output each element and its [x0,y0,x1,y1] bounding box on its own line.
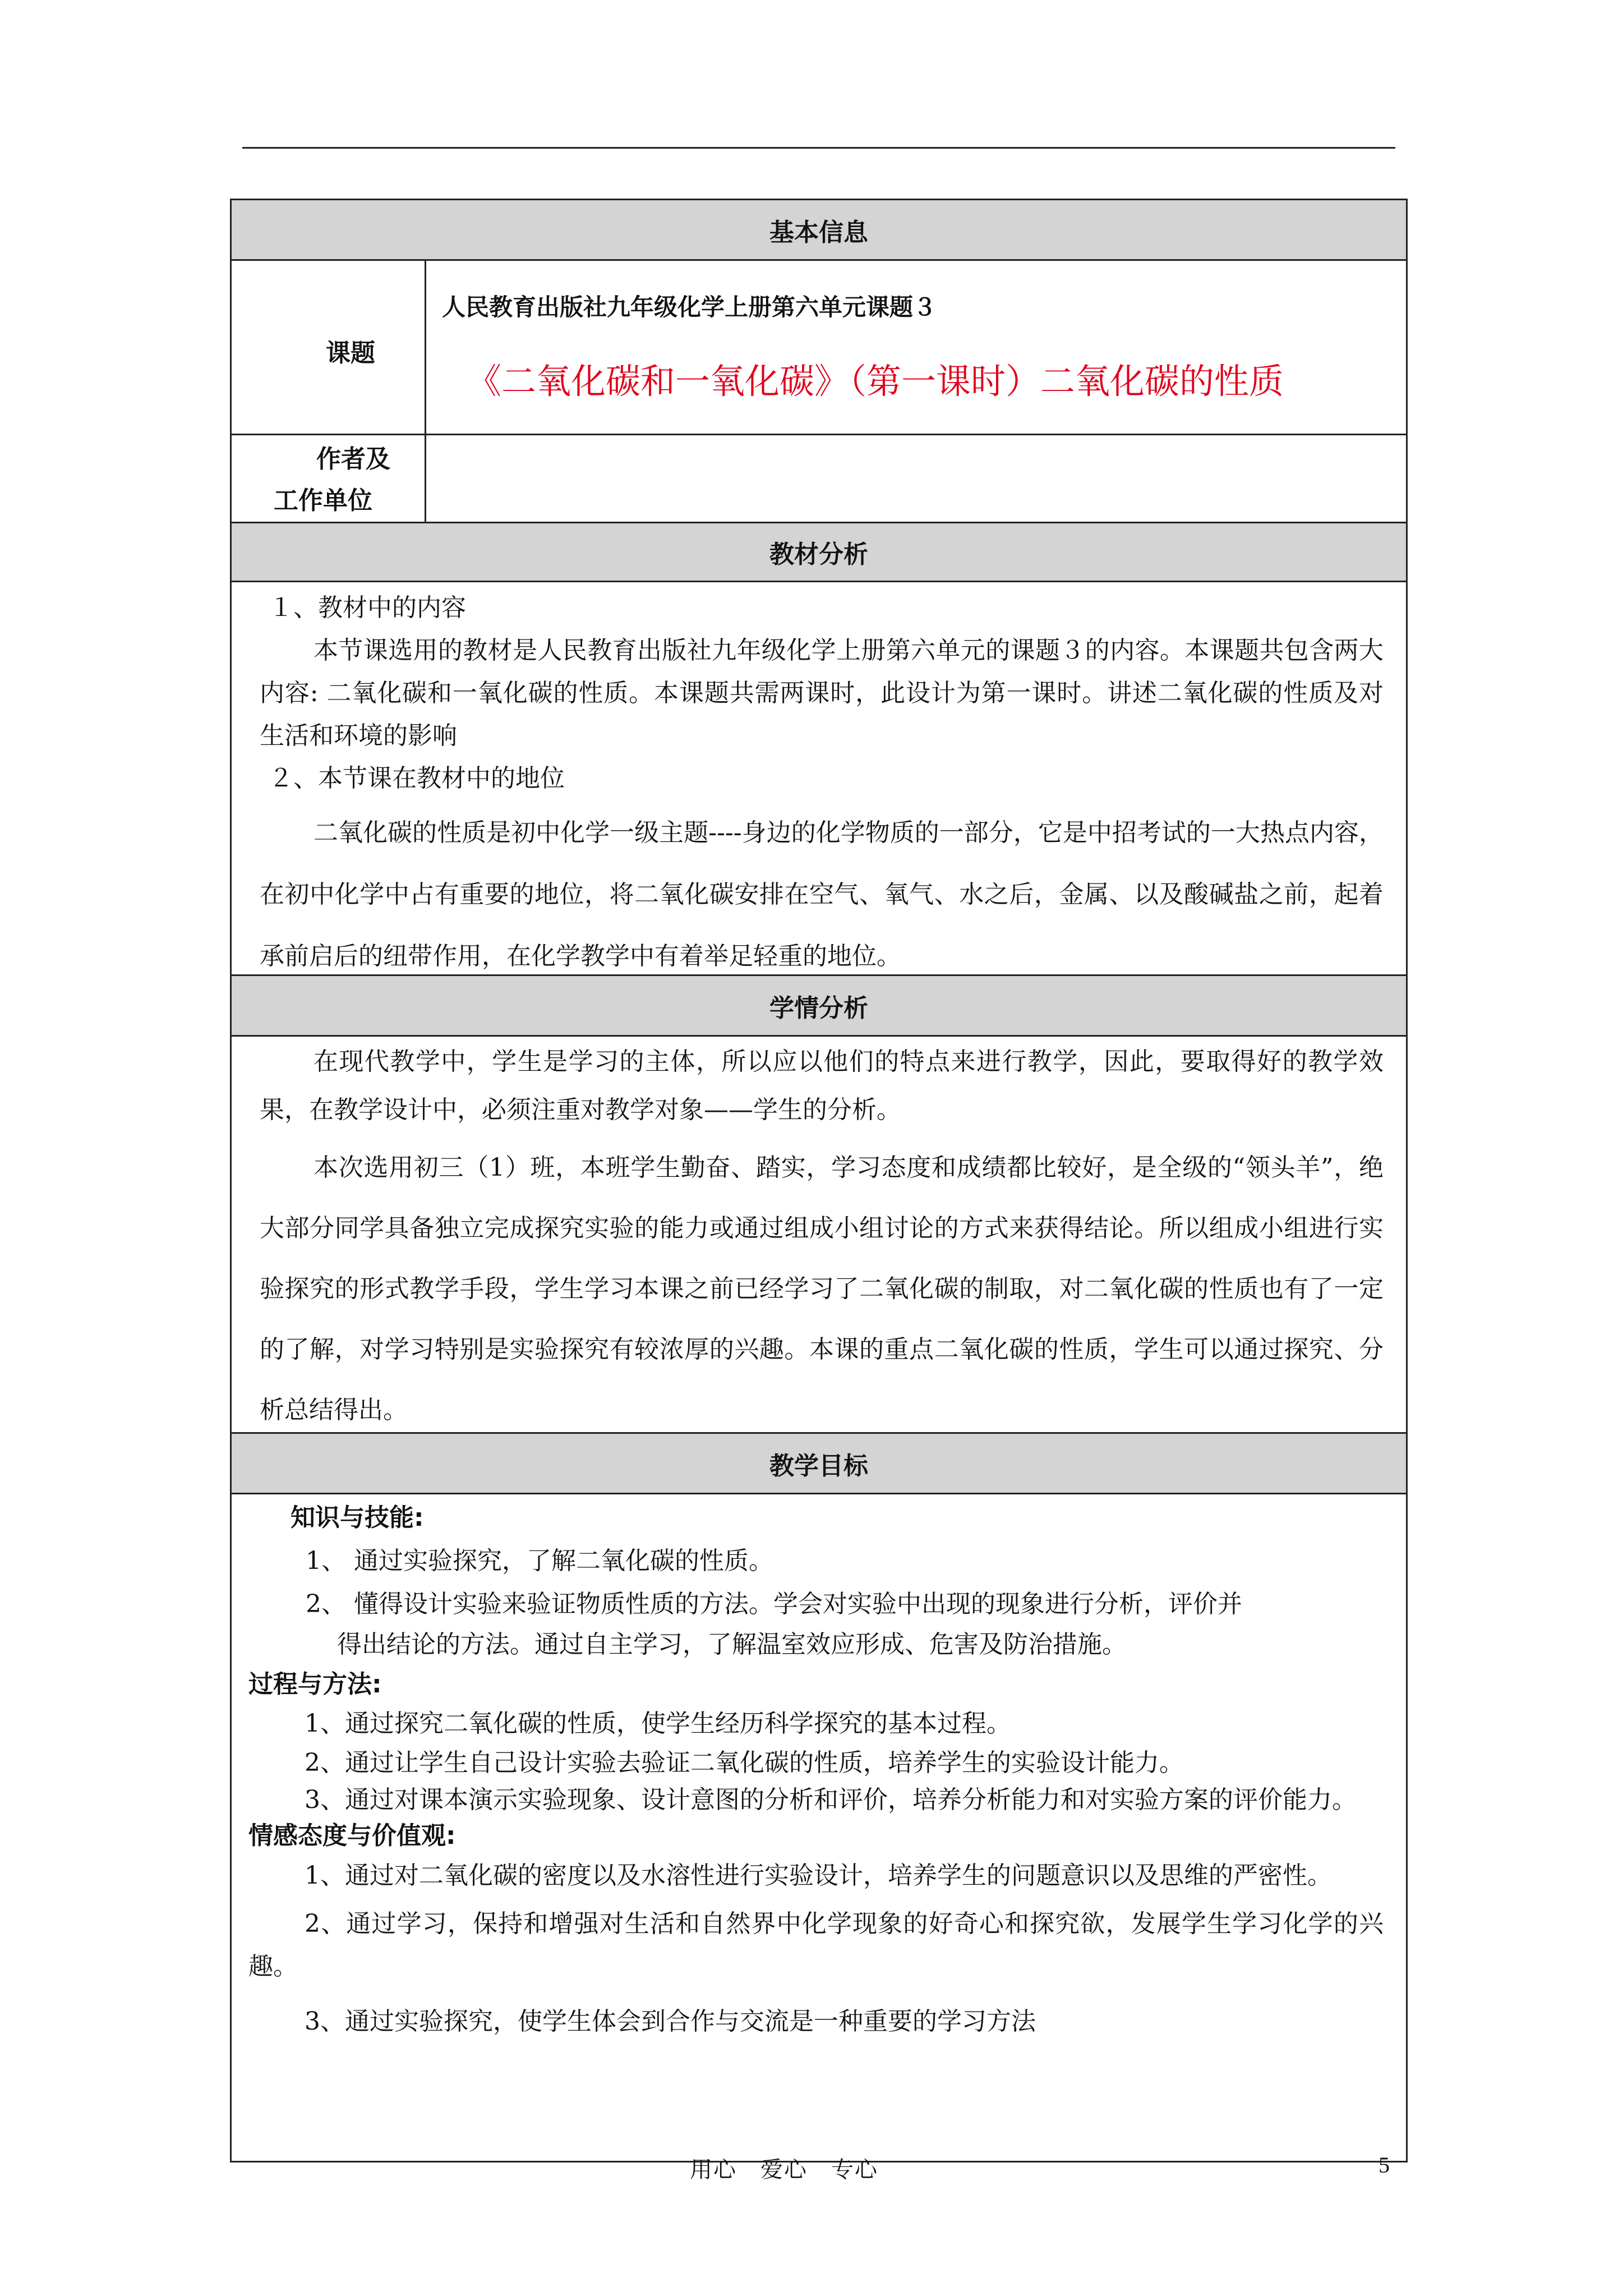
goals-process-title: 过程与方法: [248,1670,382,1699]
material-heading-1: １、教材中的内容 [269,593,466,622]
goals-process-item-3: 3、通过对课本演示实验现象、设计意图的分析和评价，培养分析能力和对实验方案的评价能力。 [305,1786,1357,1814]
footer-motto: 用心 爱心 专心 [690,2157,878,2183]
material-body [232,582,1406,976]
goals-knowledge-item-2b: 得出结论的方法。通过自主学习，了解温室效应形成、危害及防治措施。 [337,1630,1127,1659]
author-value-cell [426,435,1406,522]
goals-knowledge-item-2a: 2、 懂得设计实验来验证物质性质的方法。学会对实验中出现的现象进行分析，评价并 [306,1590,1242,1618]
section-header-learner: 学情分析 [232,976,1406,1037]
goals-knowledge-item-1: 1、 通过实验探究，了解二氧化碳的性质。 [306,1547,773,1575]
material-paragraph-2: 二氧化碳的性质是初中化学一级主题----身边的化学物质的一部分，它是中招考试的一大热点内容，在初中化学中占有重要的地位，将二氧化碳安排在空气、氧气、水之后，金属、以及酸碱盐之前，起着承前启后的纽带作用，在化学教学中有着举足轻重的地位。 [260,818,1384,970]
section-header-basic-info: 基本信息 [232,200,1406,261]
material-heading-2: ２、本节课在教材中的地位 [269,764,565,793]
lesson-title: 《二氧化碳和一氧化碳》（第一课时）二氧化碳的性质 [467,361,1284,402]
goals-emotion-title: 情感态度与价值观: [248,1821,456,1850]
learner-paragraph-1: 在现代教学中，学生是学习的主体，所以应以他们的特点来进行教学，因此，要取得好的教学效果，在教学设计中，必须注重对教学对象——学生的分析。 [260,1047,1384,1124]
section-header-material: 教材分析 [232,522,1406,582]
learner-body [232,1037,1406,1434]
goals-body [232,1494,1406,2161]
header-rule [242,147,1395,149]
goals-process-item-1: 1、通过探究二氧化碳的性质，使学生经历科学探究的基本过程。 [305,1709,1011,1738]
author-row [232,435,1406,522]
goals-emotion-item-2: 2、通过学习，保持和增强对生活和自然界中化学现象的好奇心和探究欲，发展学生学习化学的兴趣。 [248,1910,1384,1981]
section-header-goals: 教学目标 [232,1434,1406,1494]
goals-process-item-2: 2、通过让学生自己设计实验去验证二氧化碳的性质，培养学生的实验设计能力。 [305,1749,1184,1777]
topic-value-cell [426,261,1406,434]
author-label-cell [232,435,426,522]
topic-source-line: 人民教育出版社九年级化学上册第六单元课题３ [442,293,937,321]
author-label-line1: 作者及 [316,445,390,473]
topic-label-cell [232,261,426,434]
goals-knowledge-title: 知识与技能: [291,1503,424,1532]
learner-paragraph-2: 本次选用初三（1）班，本班学生勤奋、踏实，学习态度和成绩都比较好，是全级的“领头羊”，绝大部分同学具备独立完成探究实验的能力或通过组成小组讨论的方式来获得结论。所以组成小组进行实验探究的形式教学手段，学生学习本课之前已经学习了二氧化碳的制取，对二氧化碳的性质也有了一定的了解，对学习特别是实验探究有较浓厚的兴趣。本课的重点二氧化碳的性质，学生可以通过探究、分析总结得出。 [260,1153,1384,1424]
goals-emotion-item-1: 1、通过对二氧化碳的密度以及水溶性进行实验设计，培养学生的问题意识以及思维的严密性。 [305,1861,1332,1890]
goals-emotion-item-3: 3、通过实验探究，使学生体会到合作与交流是一种重要的学习方法 [305,2007,1036,2036]
topic-label: 课题 [326,339,375,367]
page-footer [0,2152,1623,2185]
page-number: 5 [1378,2152,1390,2178]
topic-row [232,261,1406,435]
material-paragraph-1: 本节课选用的教材是人民教育出版社九年级化学上册第六单元的课题３的内容。本课题共包含两大内容: 二氧化碳和一氧化碳的性质。本课题共需两课时，此设计为第一课时。讲述二氧化碳的性质及对生活和环境的影响 [260,636,1384,750]
author-label-line2: 工作单位 [274,486,372,515]
lesson-plan-table [230,199,1408,2162]
